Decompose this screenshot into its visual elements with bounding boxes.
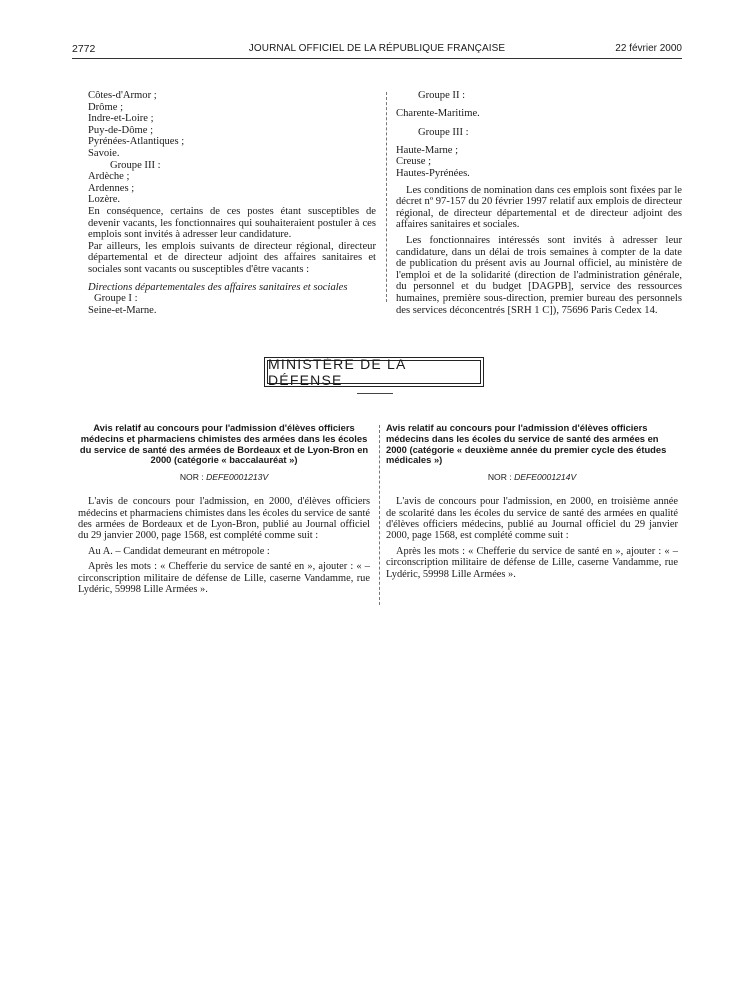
ministry-rule — [357, 393, 393, 394]
nor-label: NOR : — [487, 472, 512, 483]
group-label: Groupe I : — [94, 293, 138, 305]
paragraph: Les fonctionnaires intéressés sont invités à adresser leur candidature, dans un délai de trois semaines à compter de la date de publication du présent avis au Journal officiel, au ministère de l'emploi et de la solidarité (direction de l'administration générale, du personnel et du budget [DAGPB], service des ressources humaines, première sous-direction, premier bureau des personnels des services déconcentrés [SRH 1 C]), 75696 Paris Cedex 14. — [396, 234, 682, 316]
paragraph: Après les mots : « Chefferie du service de santé en », ajouter : « – circonscription militaire de défense de Lille, caserne Vandamme, rue Lydéric, 59998 Lille Armées ». — [386, 545, 678, 580]
department-item: Hautes-Pyrénées. — [396, 167, 470, 179]
department-item: Puy-de-Dôme ; — [88, 124, 154, 136]
section-heading: Directions départementales des affaires sanitaires et sociales — [88, 281, 348, 293]
ministry-title: MINISTÈRE DE LA DÉFENSE — [267, 360, 481, 384]
group-label: Groupe III : — [418, 127, 469, 139]
notice-baccalaureat — [78, 423, 370, 599]
department-item: Creuse ; — [396, 156, 432, 168]
paragraph: Par ailleurs, les emplois suivants de directeur régional, directeur départemental et de directeur adjoint des affaires sanitaires et sociales sont vacants ou susceptibles d'être vacants : — [88, 240, 376, 275]
department-item: Ardèche ; — [88, 171, 130, 183]
nor-reference — [78, 472, 370, 482]
department-item: Côtes-d'Armor ; — [88, 90, 157, 101]
department-item: Ardennes ; — [88, 182, 135, 194]
notice-title: Avis relatif au concours pour l'admission d'élèves officiers médecins et pharmaciens chimistes des armées dans les écoles du service de santé des armées de Bordeaux et de Lyon-Bron en 2000 (catégorie « baccalauréat ») — [79, 422, 369, 466]
page-number: 2772 — [72, 43, 96, 55]
page-header — [72, 40, 682, 58]
left-column — [88, 90, 376, 316]
department-item: Haute-Marne ; — [396, 144, 459, 156]
paragraph: Au A. – Candidat demeurant en métropole : — [88, 545, 270, 557]
issue-date: 22 février 2000 — [615, 43, 682, 54]
ministry-banner — [264, 357, 484, 387]
group-label: Groupe II : — [418, 90, 466, 101]
department-item: Seine-et-Marne. — [88, 304, 157, 316]
department-item: Charente-Maritime. — [396, 107, 480, 119]
paragraph: L'avis de concours pour l'admission, en 2000, d'élèves officiers médecins et pharmaciens chimistes dans les écoles du service de santé des armées de Bordeaux et de Lyon-Bron, publié au Journal officiel du 29 janvier 2000, page 1568, est complété comme suit : — [78, 496, 370, 542]
group-label: Groupe III : — [110, 159, 161, 171]
notice-body — [78, 496, 370, 595]
paragraph: En conséquence, certains de ces postes étant susceptibles de devenir vacants, les fonctionnaires qui souhaiteraient postuler à ces emplois sont invités à adresser leur candidature. — [88, 205, 376, 241]
department-item: Drôme ; — [88, 101, 124, 113]
nor-reference — [386, 472, 678, 482]
paragraph: Après les mots : « Chefferie du service de santé en », ajouter : « – circonscription militaire de défense de Lille, caserne Vandamme, rue Lydéric, 59998 Lille Armées ». — [78, 561, 370, 596]
notice-body — [386, 496, 678, 580]
department-item: Pyrénées-Atlantiques ; — [88, 136, 185, 148]
column-separator — [379, 425, 380, 605]
header-rule — [72, 58, 682, 59]
department-item: Lozère. — [88, 194, 121, 206]
nor-code: DEFE0001214V — [514, 472, 577, 483]
notice-medical — [386, 423, 678, 584]
notice-title: Avis relatif au concours pour l'admission d'élèves officiers médecins dans les écoles du service de santé des armées en 2000 (catégorie « deuxième année du premier cycle des études médicales ») — [386, 422, 667, 466]
paragraph: Les conditions de nomination dans ces emplois sont fixées par le décret nº 97-157 du 20 février 1997 relatif aux emplois de directeur régional, de directeur départemental et de directeur adjoint des affaires sanitaires et sociales. — [396, 184, 682, 231]
right-column — [396, 90, 682, 316]
department-item: Savoie. — [88, 147, 120, 159]
journal-title: JOURNAL OFFICIEL DE LA RÉPUBLIQUE FRANÇAISE — [248, 43, 506, 54]
nor-code: DEFE0001213V — [206, 472, 269, 483]
nor-label: NOR : — [179, 472, 204, 483]
column-separator — [386, 92, 387, 302]
department-item: Indre-et-Loire ; — [88, 113, 154, 125]
paragraph: L'avis de concours pour l'admission, en 2000, en troisième année de scolarité dans les écoles du service de santé des armées en qualité d'élèves officiers médecins, publié au Journal officiel du 29 janvier 2000, page 1568, est complété comme suit : — [386, 496, 678, 542]
